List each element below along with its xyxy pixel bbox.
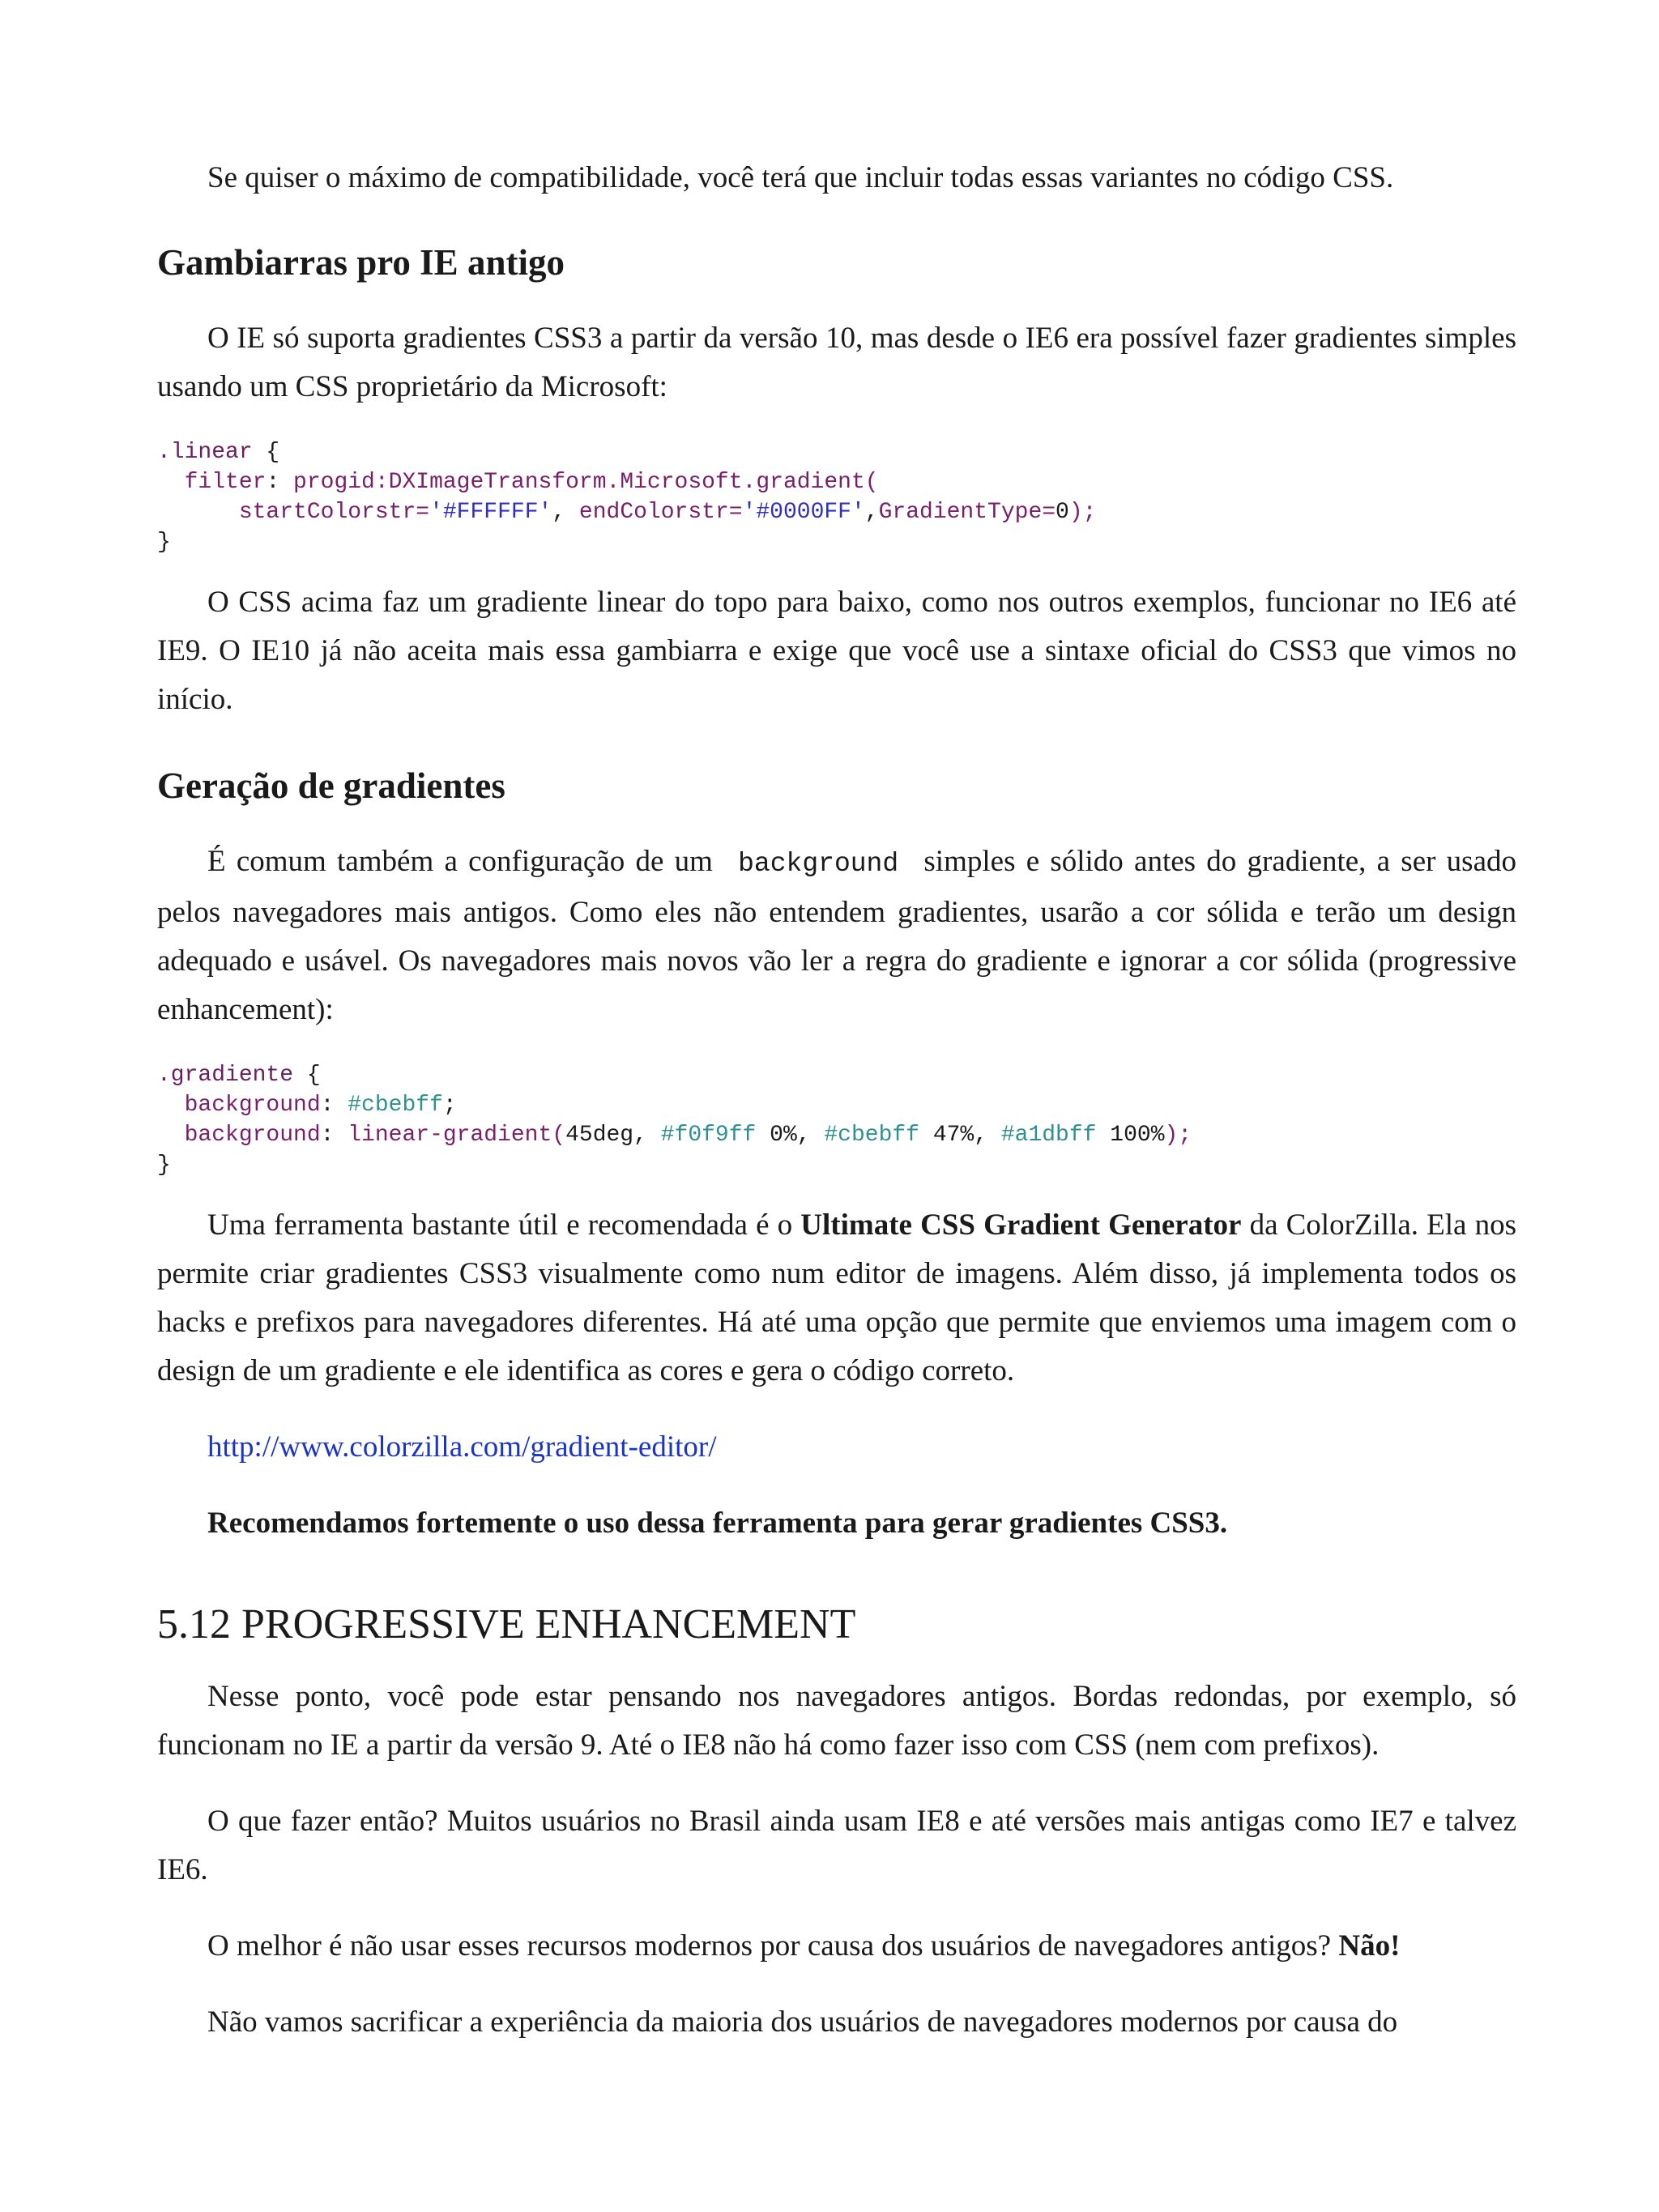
paragraph-intro: Se quiser o máximo de compatibilidade, você terá que incluir todas essas variantes no código CSS.	[207, 161, 1394, 194]
code-value: progid:DXImageTransform.Microsoft.gradient(	[293, 470, 879, 495]
code-semicolon: ;	[442, 1093, 457, 1118]
code-property: filter	[184, 470, 267, 495]
colorzilla-link[interactable]: http://www.colorzilla.com/gradient-editor/	[207, 1430, 717, 1464]
text-segment: Uma ferramenta bastante útil e recomendada é o	[207, 1208, 801, 1242]
code-colon: :	[320, 1123, 348, 1148]
code-indent	[157, 500, 239, 525]
code-string: '#0000FF'	[742, 500, 865, 525]
text-segment: O melhor é não usar esses recursos modernos por causa dos usuários de navegadores antigos?	[207, 1929, 1339, 1963]
code-brace: }	[157, 530, 171, 555]
code-number: 100%	[1110, 1123, 1165, 1148]
code-key: GradientType=	[878, 500, 1056, 525]
code-key: endColorstr=	[578, 500, 743, 525]
paragraph-background	[157, 837, 1516, 1034]
paragraph-tool	[157, 1201, 1516, 1396]
code-key: startColorstr=	[238, 500, 430, 525]
code-string: '#FFFFFF'	[429, 500, 552, 525]
code-number: 47%	[932, 1123, 975, 1148]
text-segment: da ColorZilla. Ela nos permite criar gradientes CSS3 visualmente como num editor de imagens. Além disso, já implementa todos os hacks e prefixos para navegadores diferentes. Há até uma opção que permite que enviemos uma imagem com o design de um gradiente e ele identifica as cores e gera o código correto.	[157, 1208, 1516, 1387]
heading-geracao: Geração de gradientes	[157, 765, 505, 806]
paragraph-pe-3	[157, 1922, 1516, 1971]
code-number: 0	[1056, 500, 1069, 525]
code-colon: :	[320, 1093, 348, 1118]
code-hex: #a1dbff	[1000, 1123, 1097, 1148]
code-property: background	[184, 1123, 321, 1148]
code-function: linear-gradient(	[348, 1123, 566, 1148]
emphasis-nao: Não!	[1338, 1929, 1401, 1963]
code-number: 0%	[770, 1123, 797, 1148]
chapter-heading: 5.12 PROGRESSIVE ENHANCEMENT	[157, 1601, 856, 1647]
recommend-text: Recomendamos fortemente o uso dessa ferramenta para gerar gradientes CSS3.	[207, 1507, 1228, 1540]
code-colon: :	[266, 470, 294, 495]
paragraph-ie-result: O CSS acima faz um gradiente linear do topo para baixo, como nos outros exemplos, funcionar no IE6 até IE9. O IE10 já não aceita mais essa gambiarra e exige que você use a sintaxe oficial do CSS3 que vimos no início.	[157, 586, 1516, 716]
code-number: 45deg	[565, 1123, 634, 1148]
paragraph-pe-2: O que fazer então? Muitos usuários no Brasil ainda usam IE8 e até versões mais antigas como IE7 e talvez IE6.	[157, 1805, 1516, 1886]
code-brace: {	[252, 440, 280, 465]
code-hex: #cbebff	[348, 1093, 443, 1118]
code-block-gradient: .gradiente { background: #cbebff; background: linear-gradient(45deg, #f0f9ff 0%, #cbebff 47%, #a1dbff 100%); }	[157, 1063, 1192, 1178]
code-property: background	[184, 1093, 321, 1118]
paragraph-pe-4: Não vamos sacrificar a experiência da maioria dos usuários de navegadores modernos por causa do	[207, 2005, 1398, 2039]
text-segment: É comum também a configuração de um	[207, 845, 713, 878]
code-comma: ,	[864, 500, 879, 525]
code-brace: {	[293, 1063, 321, 1088]
code-separator: ,	[552, 500, 579, 525]
paragraph-link	[157, 1423, 1516, 1472]
paragraph-pe-1: Nesse ponto, você pode estar pensando nos navegadores antigos. Bordas redondas, por exemplo, só funcionam no IE a partir da versão 9. Até o IE8 não há como fazer isso com CSS (nem com prefixos).	[157, 1680, 1516, 1762]
code-selector: .gradiente	[157, 1063, 294, 1088]
code-block-ie-filter	[157, 437, 1516, 557]
paragraph-ie-support: O IE só suporta gradientes CSS3 a partir da versão 10, mas desde o IE6 era possível fazer gradientes simples usando um CSS proprietário da Microsoft:	[157, 322, 1516, 403]
code-end: );	[1164, 1123, 1192, 1148]
inline-code-background: background	[738, 849, 899, 879]
tool-name: Ultimate CSS Gradient Generator	[800, 1208, 1242, 1242]
paragraph-recommend	[157, 1499, 1516, 1548]
code-hex: #cbebff	[824, 1123, 919, 1148]
code-selector: .linear	[157, 440, 253, 465]
text-segment: simples e sólido antes do gradiente, a ser usado pelos navegadores mais antigos. Como eles não entendem gradientes, usarão a cor sólida e terão um design adequado e usável. Os navegadores mais novos vão ler a regra do gradiente e ignorar a cor sólida (progressive enhancement):	[157, 845, 1516, 1026]
code-hex: #f0f9ff	[660, 1123, 757, 1148]
code-brace: }	[157, 1153, 171, 1178]
heading-ie-antigo: Gambiarras pro IE antigo	[157, 242, 565, 283]
code-end: );	[1068, 500, 1097, 525]
